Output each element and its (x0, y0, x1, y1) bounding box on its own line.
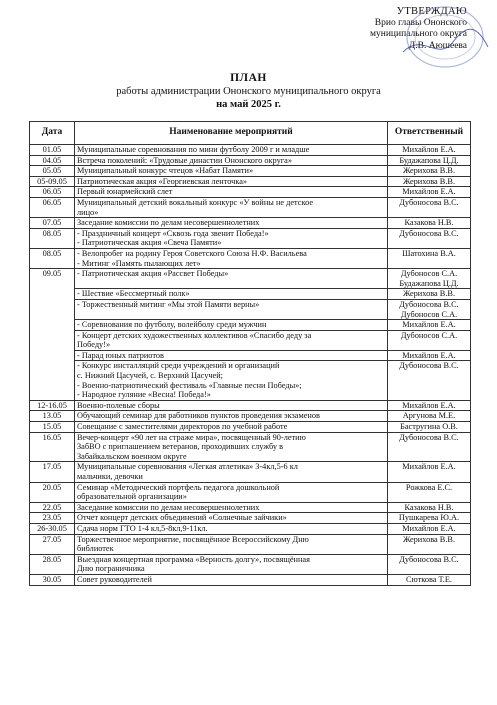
responsible-name: Михайлов Е.А. (402, 320, 456, 330)
event-line: Победу!» (77, 340, 111, 350)
event-line: Обучающий семинар для работников пунктов проведения экзаменов (77, 411, 320, 421)
event-line: - Патриотическая акция «Свеча Памяти» (77, 238, 222, 248)
responsible-name: Жерихова В.В. (402, 289, 456, 299)
row-event (75, 574, 388, 585)
event-line: Вечер-концерт «90 лет на страже мира», посвященный 90-летию (77, 432, 306, 442)
event-line: - Соревнования по футболу, волейболу среди мужчин (77, 320, 267, 330)
event-line: - Митинг «Память пылающих лет» (77, 258, 201, 268)
row-date: 27.05 (30, 534, 75, 554)
responsible-name: Жерихова В.В. (402, 166, 456, 176)
approval-title: УТВЕРЖДАЮ (396, 6, 467, 17)
row-responsible (388, 554, 471, 574)
row-event (75, 155, 388, 166)
event-line: - Шествие «Бессмертный полк» (77, 289, 190, 299)
approval-position: Врио главы Ононского (374, 17, 467, 28)
event-line: Муниципальные соревнования по мини футболу 2009 г и младше (77, 145, 310, 154)
table-row (30, 187, 471, 198)
row-date: 08.05 (30, 228, 75, 248)
row-responsible (388, 400, 471, 411)
table-row (30, 513, 471, 524)
table-row (30, 218, 471, 229)
event-line: с. Нижний Цасучей, с. Верхний Цасучей; (77, 371, 223, 381)
row-responsible (388, 361, 471, 400)
plan-table (29, 121, 471, 586)
row-event (75, 361, 388, 400)
event-line: Встреча поколений: «Трудовые династии Ононского округа» (77, 155, 292, 165)
table-row (30, 166, 471, 177)
table-row (30, 554, 471, 574)
row-responsible (388, 155, 471, 166)
header-responsible: Ответственный (388, 122, 471, 145)
row-date: 28.05 (30, 554, 75, 574)
row-responsible (388, 411, 471, 422)
responsible-name: Дубоносов С.А. (400, 269, 458, 279)
event-line: Патриотическая акция «Георгиевская ленточка» (77, 176, 248, 186)
event-line: Совещание с заместителями директоров по учебной работе (77, 422, 288, 432)
table-row (30, 228, 471, 248)
document-heading (0, 72, 497, 111)
responsible-name: Михайлов Е.А. (402, 187, 456, 197)
responsible-name: Дубоносова В.С. (399, 197, 459, 207)
row-date: 15.05 (30, 422, 75, 433)
doc-period: на май 2025 г. (216, 99, 281, 110)
row-responsible (388, 432, 471, 462)
row-date: 20.05 (30, 482, 75, 502)
event-line: - Народное гуляние «Весна! Победа!» (77, 390, 211, 400)
event-line: Дню пограничника (77, 564, 145, 574)
row-responsible (388, 513, 471, 524)
row-date: 23.05 (30, 513, 75, 524)
row-event (75, 248, 388, 268)
row-event (75, 176, 388, 187)
responsible-name: Пушкарева Ю.А. (398, 513, 460, 523)
row-date: 05-09.05 (30, 176, 75, 187)
responsible-name: Михайлов Е.А. (402, 400, 456, 410)
row-responsible (388, 462, 471, 482)
event-line: Муниципальные соревнования «Легкая атлетика» 3-4кл,5-6 кл (77, 462, 298, 472)
table-row (30, 269, 471, 289)
row-event (75, 218, 388, 229)
responsible-name: Михайлов Е.А. (402, 523, 456, 533)
approval-organization: муниципального округа (369, 29, 467, 39)
event-line: Первый юнармейский слет (77, 187, 173, 197)
row-responsible (388, 523, 471, 534)
responsible-name: Михайлов Е.А. (402, 462, 456, 472)
row-date: 01.05 (30, 145, 75, 156)
responsible-name: Михайлов Е.А. (402, 145, 456, 154)
row-event (75, 166, 388, 177)
event-line: Семинар «Методический портфель педагога дошкольной (77, 482, 280, 492)
event-line: - Торжественный митинг «Мы этой Памяти верны» (77, 299, 260, 309)
table-row (30, 482, 471, 502)
doc-subtitle: работы администрации Ононского муниципального округа (116, 86, 381, 97)
table-row (30, 432, 471, 462)
responsible-name: Жерихова В.В. (402, 176, 456, 186)
row-event (75, 462, 388, 482)
event-line: мальчики, девочки (77, 472, 143, 481)
row-event (75, 299, 388, 319)
table-row (30, 330, 471, 350)
row-event (75, 513, 388, 524)
row-event (75, 554, 388, 574)
responsible-name: Дубоносова В.С. (399, 554, 459, 564)
row-responsible (388, 534, 471, 554)
row-responsible (388, 166, 471, 177)
responsible-name: Дубоносов С.А. (400, 330, 458, 340)
doc-title: ПЛАН (230, 72, 267, 84)
row-event (75, 145, 388, 156)
event-line: - Парад юных патриотов (77, 350, 164, 360)
row-date: 09.05 (30, 269, 75, 401)
row-responsible (388, 330, 471, 350)
table-row (30, 289, 471, 300)
row-event (75, 422, 388, 433)
table-row (30, 411, 471, 422)
responsible-name: Дубоносова В.С. (399, 361, 459, 371)
table-row (30, 523, 471, 534)
responsible-name: Будажапова Ц.Д. (399, 278, 459, 288)
row-date: 06.05 (30, 197, 75, 217)
responsible-name: Бастругина О.В. (400, 422, 458, 432)
header-date: Дата (30, 122, 75, 145)
row-event (75, 197, 388, 217)
table-row (30, 350, 471, 361)
row-responsible (388, 482, 471, 502)
row-responsible (388, 422, 471, 433)
event-line: библиотек (77, 544, 114, 554)
row-event (75, 411, 388, 422)
table-row (30, 462, 471, 482)
row-event (75, 523, 388, 534)
event-line: - Велопробег на родину Героя Советского Союза Н.Ф. Васильева (77, 248, 307, 258)
row-date: 07.05 (30, 218, 75, 229)
table-row (30, 299, 471, 319)
row-date: 16.05 (30, 432, 75, 462)
responsible-name: Дубоносова В.С. (399, 299, 459, 309)
table-row (30, 145, 471, 156)
event-line: Сдача норм ГТО 1-4 кл,5-8кл,9-11кл. (77, 523, 208, 533)
event-line: - Военно-патриотический фестиваль «Главные песни Победы»; (77, 380, 302, 390)
row-event (75, 400, 388, 411)
row-responsible (388, 248, 471, 268)
table-row (30, 400, 471, 411)
event-line: - Концерт детских художественных коллективов «Спасибо деду за (77, 330, 312, 340)
responsible-name: Дубоносова В.С. (399, 228, 459, 238)
responsible-name: Сюткова Т.Е. (405, 574, 453, 584)
table-row (30, 320, 471, 331)
responsible-name: Жерихова В.В. (402, 534, 456, 544)
row-date: 12-16.05 (30, 400, 75, 411)
row-date: 22.05 (30, 502, 75, 513)
row-event (75, 502, 388, 513)
event-line: Совет руководителей (77, 574, 152, 584)
row-date: 17.05 (30, 462, 75, 482)
row-responsible (388, 187, 471, 198)
event-line: Военно-полевые сборы (77, 400, 160, 410)
responsible-name: Казакова Н.В. (404, 502, 454, 512)
responsible-name: Аргунова М.Е. (402, 411, 456, 421)
row-event (75, 432, 388, 462)
table-row (30, 155, 471, 166)
responsible-name: Михайлов Е.А. (402, 350, 456, 360)
event-line: Муниципальный детский вокальный конкурс «У войны не детское (77, 197, 314, 207)
row-date: 26-30.05 (30, 523, 75, 534)
table-body (30, 145, 471, 586)
row-event (75, 187, 388, 198)
table-row (30, 176, 471, 187)
responsible-name: Будажапова Ц.Д. (399, 155, 459, 165)
table-row (30, 502, 471, 513)
row-responsible (388, 218, 471, 229)
row-event (75, 320, 388, 331)
table-row (30, 197, 471, 217)
row-responsible (388, 350, 471, 361)
event-line: Выездная концертная программа «Верность долгу», посвящённая (77, 554, 310, 564)
row-date: 04.05 (30, 155, 75, 166)
row-date: 06.05 (30, 187, 75, 198)
event-line: Заседание комиссии по делам несовершеннолетних (77, 218, 260, 228)
row-responsible (388, 299, 471, 319)
row-date: 13.05 (30, 411, 75, 422)
row-event (75, 228, 388, 248)
row-event (75, 482, 388, 502)
responsible-name: Казакова Н.В. (404, 218, 454, 228)
row-responsible (388, 197, 471, 217)
event-line: Муниципальный конкурс чтецов «Набат Памяти» (77, 166, 254, 176)
table-row (30, 574, 471, 585)
table-row (30, 534, 471, 554)
row-responsible (388, 269, 471, 289)
table-row (30, 361, 471, 400)
event-line: - Праздничный концерт «Сквозь года звенит Победа!» (77, 228, 269, 238)
table-row (30, 422, 471, 433)
event-line: Заседание комиссии по делам несовершеннолетних (77, 502, 260, 512)
responsible-name: Дубоносова В.С. (399, 432, 459, 442)
row-date: 05.05 (30, 166, 75, 177)
row-event (75, 350, 388, 361)
row-date: 08.05 (30, 248, 75, 268)
row-responsible (388, 289, 471, 300)
row-event (75, 269, 388, 289)
approval-signatory: Д.В. Аюшеева (408, 40, 467, 51)
row-event (75, 289, 388, 300)
official-seal-icon (393, 2, 493, 72)
row-responsible (388, 228, 471, 248)
row-event (75, 534, 388, 554)
event-line: - Конкурс инсталляций среди учреждений и организаций (77, 361, 280, 371)
table-header-row (30, 122, 471, 145)
row-responsible (388, 502, 471, 513)
event-line: Забайкальском военном округе (77, 451, 187, 461)
header-event: Наименование мероприятий (75, 122, 388, 145)
responsible-name: Дубоносов С.А. (400, 309, 458, 319)
row-responsible (388, 320, 471, 331)
row-responsible (388, 145, 471, 156)
event-line: Торжественное мероприятие, посвящённое Всероссийскому Дню (77, 534, 309, 544)
event-line: ЗабВО с приглашением ветеранов, проходивших службу в (77, 442, 283, 452)
table-row (30, 248, 471, 268)
responsible-name: Рожкова Е.С. (405, 482, 453, 492)
row-responsible (388, 176, 471, 187)
event-line: - Патриотическая акция «Рассвет Победы» (77, 269, 229, 279)
row-event (75, 330, 388, 350)
row-date: 30.05 (30, 574, 75, 585)
event-line: лицо» (77, 207, 99, 217)
event-line: Отчет концерт детских объединений «Солнечные зайчики» (77, 513, 287, 523)
row-responsible (388, 574, 471, 585)
responsible-name: Шатохина В.А. (402, 248, 456, 258)
event-line: образовательной организации» (77, 492, 187, 502)
